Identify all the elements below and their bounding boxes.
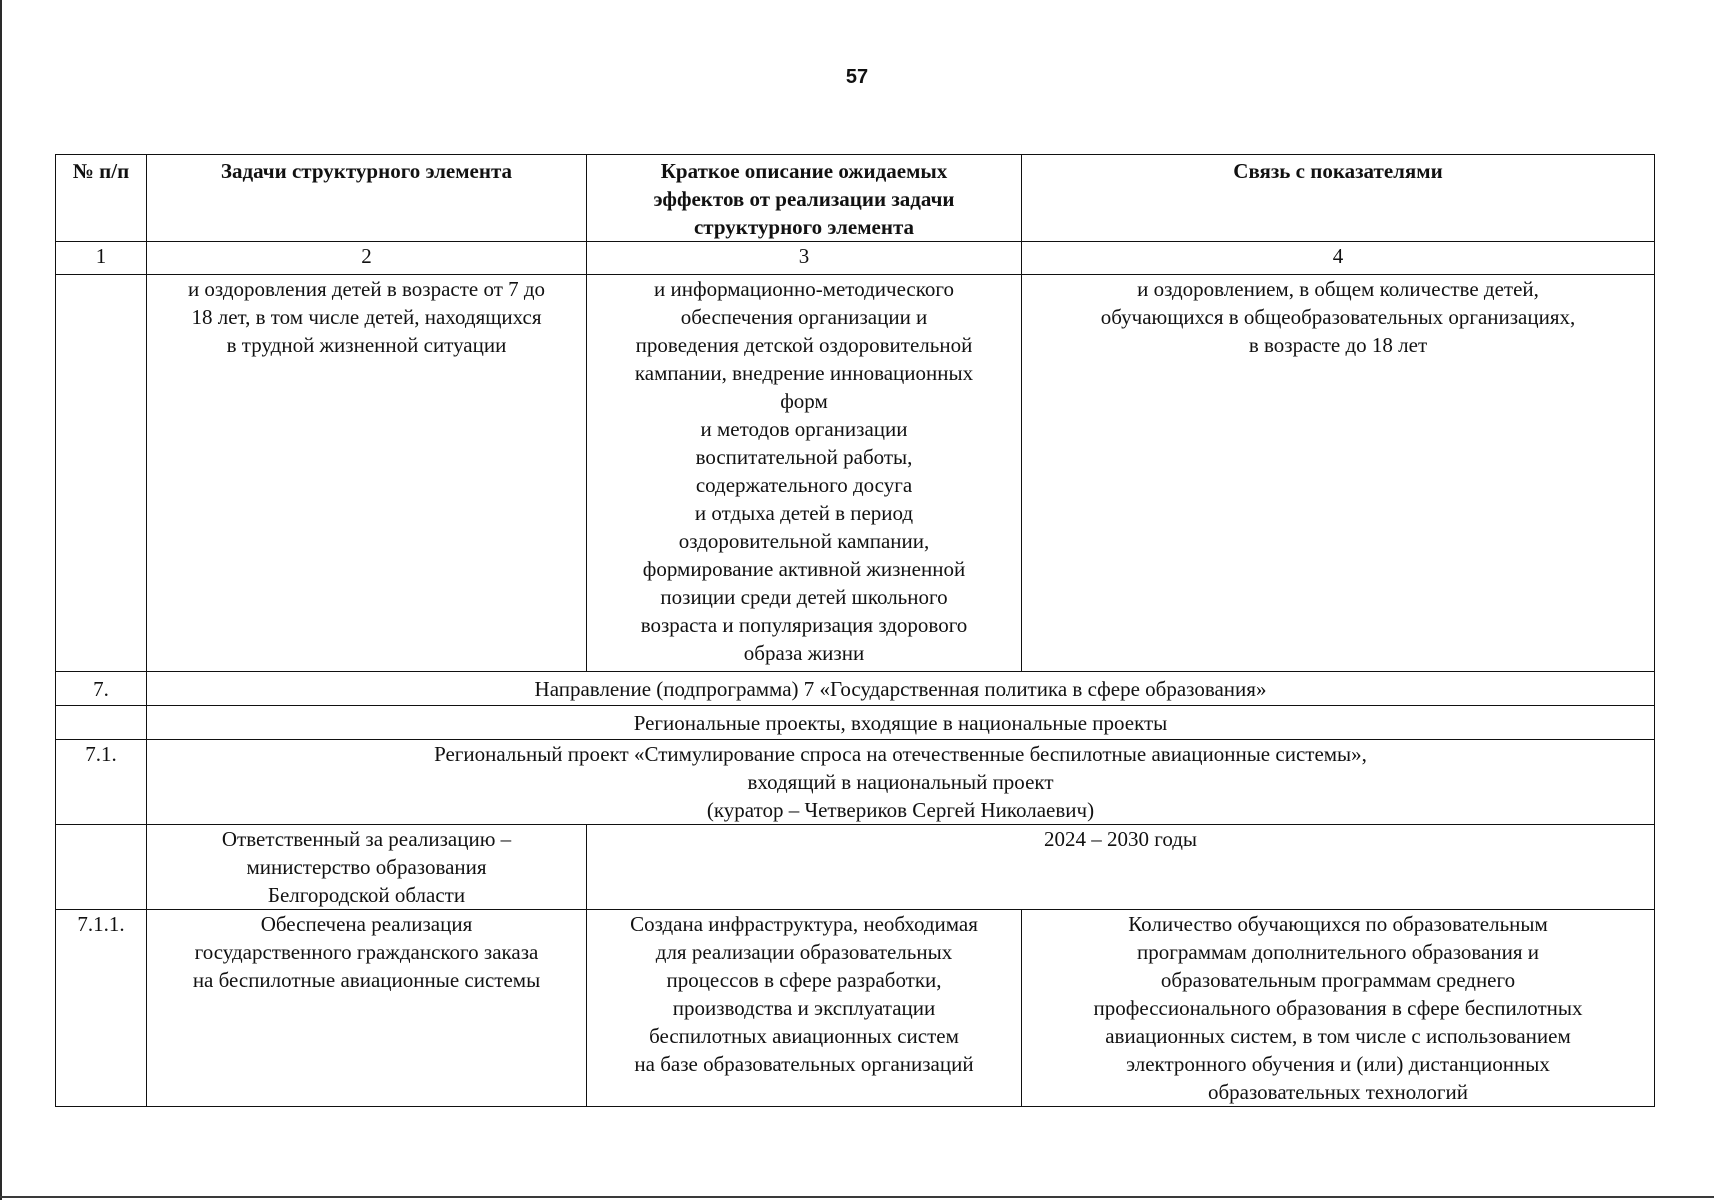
column-number: 3 — [587, 242, 1022, 275]
row-number — [56, 825, 147, 910]
responsible-cell: Ответственный за реализацию – министерство образования Белгородской области — [147, 825, 587, 910]
regional-projects-row — [56, 706, 1655, 740]
header-links: Связь с показателями — [1022, 155, 1655, 242]
header-num: № п/п — [56, 155, 147, 242]
row-number: 7.1.1. — [56, 910, 147, 1107]
header-tasks: Задачи структурного элемента — [147, 155, 587, 242]
column-number-row — [56, 242, 1655, 275]
task-cell: Обеспечена реализация государственного гражданского заказа на беспилотные авиационные системы — [147, 910, 587, 1107]
indicator-link-cell: Количество обучающихся по образовательным программам дополнительного образования и образовательным программам среднего профессионального образования в сфере беспилотных авиационных систем, в том числе с использованием электронного обучения и (или) дистанционных образовательных технологий — [1022, 910, 1655, 1107]
scan-edge-bottom — [0, 1196, 1714, 1198]
row-number: 7.1. — [56, 740, 147, 825]
page-number: 57 — [845, 66, 869, 88]
project-title: Региональный проект «Стимулирование спроса на отечественные беспилотные авиационные системы», входящий в национальный проект (куратор – Четвериков Сергей Николаевич) — [147, 740, 1655, 825]
effect-cell: Создана инфраструктура, необходимая для реализации образовательных процессов в сфере разработки, производства и эксплуатации беспилотных авиационных систем на базе образовательных организаций — [587, 910, 1022, 1107]
scan-edge-left — [0, 0, 2, 1200]
direction-title: Направление (подпрограмма) 7 «Государственная политика в сфере образования» — [147, 672, 1655, 706]
task-row — [56, 910, 1655, 1107]
column-number: 2 — [147, 242, 587, 275]
row-number — [56, 275, 147, 672]
responsible-row — [56, 825, 1655, 910]
program-table — [55, 154, 1655, 1107]
header-effects: Краткое описание ожидаемых эффектов от реализации задачи структурного элемента — [587, 155, 1022, 242]
task-cell: и оздоровления детей в возрасте от 7 до 18 лет, в том числе детей, находящихся в трудной жизненной ситуации — [147, 275, 587, 672]
project-row — [56, 740, 1655, 825]
row-number: 7. — [56, 672, 147, 706]
row-number — [56, 706, 147, 740]
period-cell: 2024 – 2030 годы — [587, 825, 1655, 910]
column-number: 4 — [1022, 242, 1655, 275]
continuation-row — [56, 275, 1655, 672]
indicator-link-cell: и оздоровлением, в общем количестве детей, обучающихся в общеобразовательных организациях, в возрасте до 18 лет — [1022, 275, 1655, 672]
column-number: 1 — [56, 242, 147, 275]
regional-projects-title: Региональные проекты, входящие в национальные проекты — [147, 706, 1655, 740]
table-header-row — [56, 155, 1655, 242]
effect-cell: и информационно-методического обеспечения организации и проведения детской оздоровительной кампании, внедрение инновационных форм и методов организации воспитательной работы, содержательного досуга и отдыха детей в период оздоровительной кампании, формирование активной жизненной позиции среди детей школьного возраста и популяризация здорового образа жизни — [587, 275, 1022, 672]
direction-row — [56, 672, 1655, 706]
